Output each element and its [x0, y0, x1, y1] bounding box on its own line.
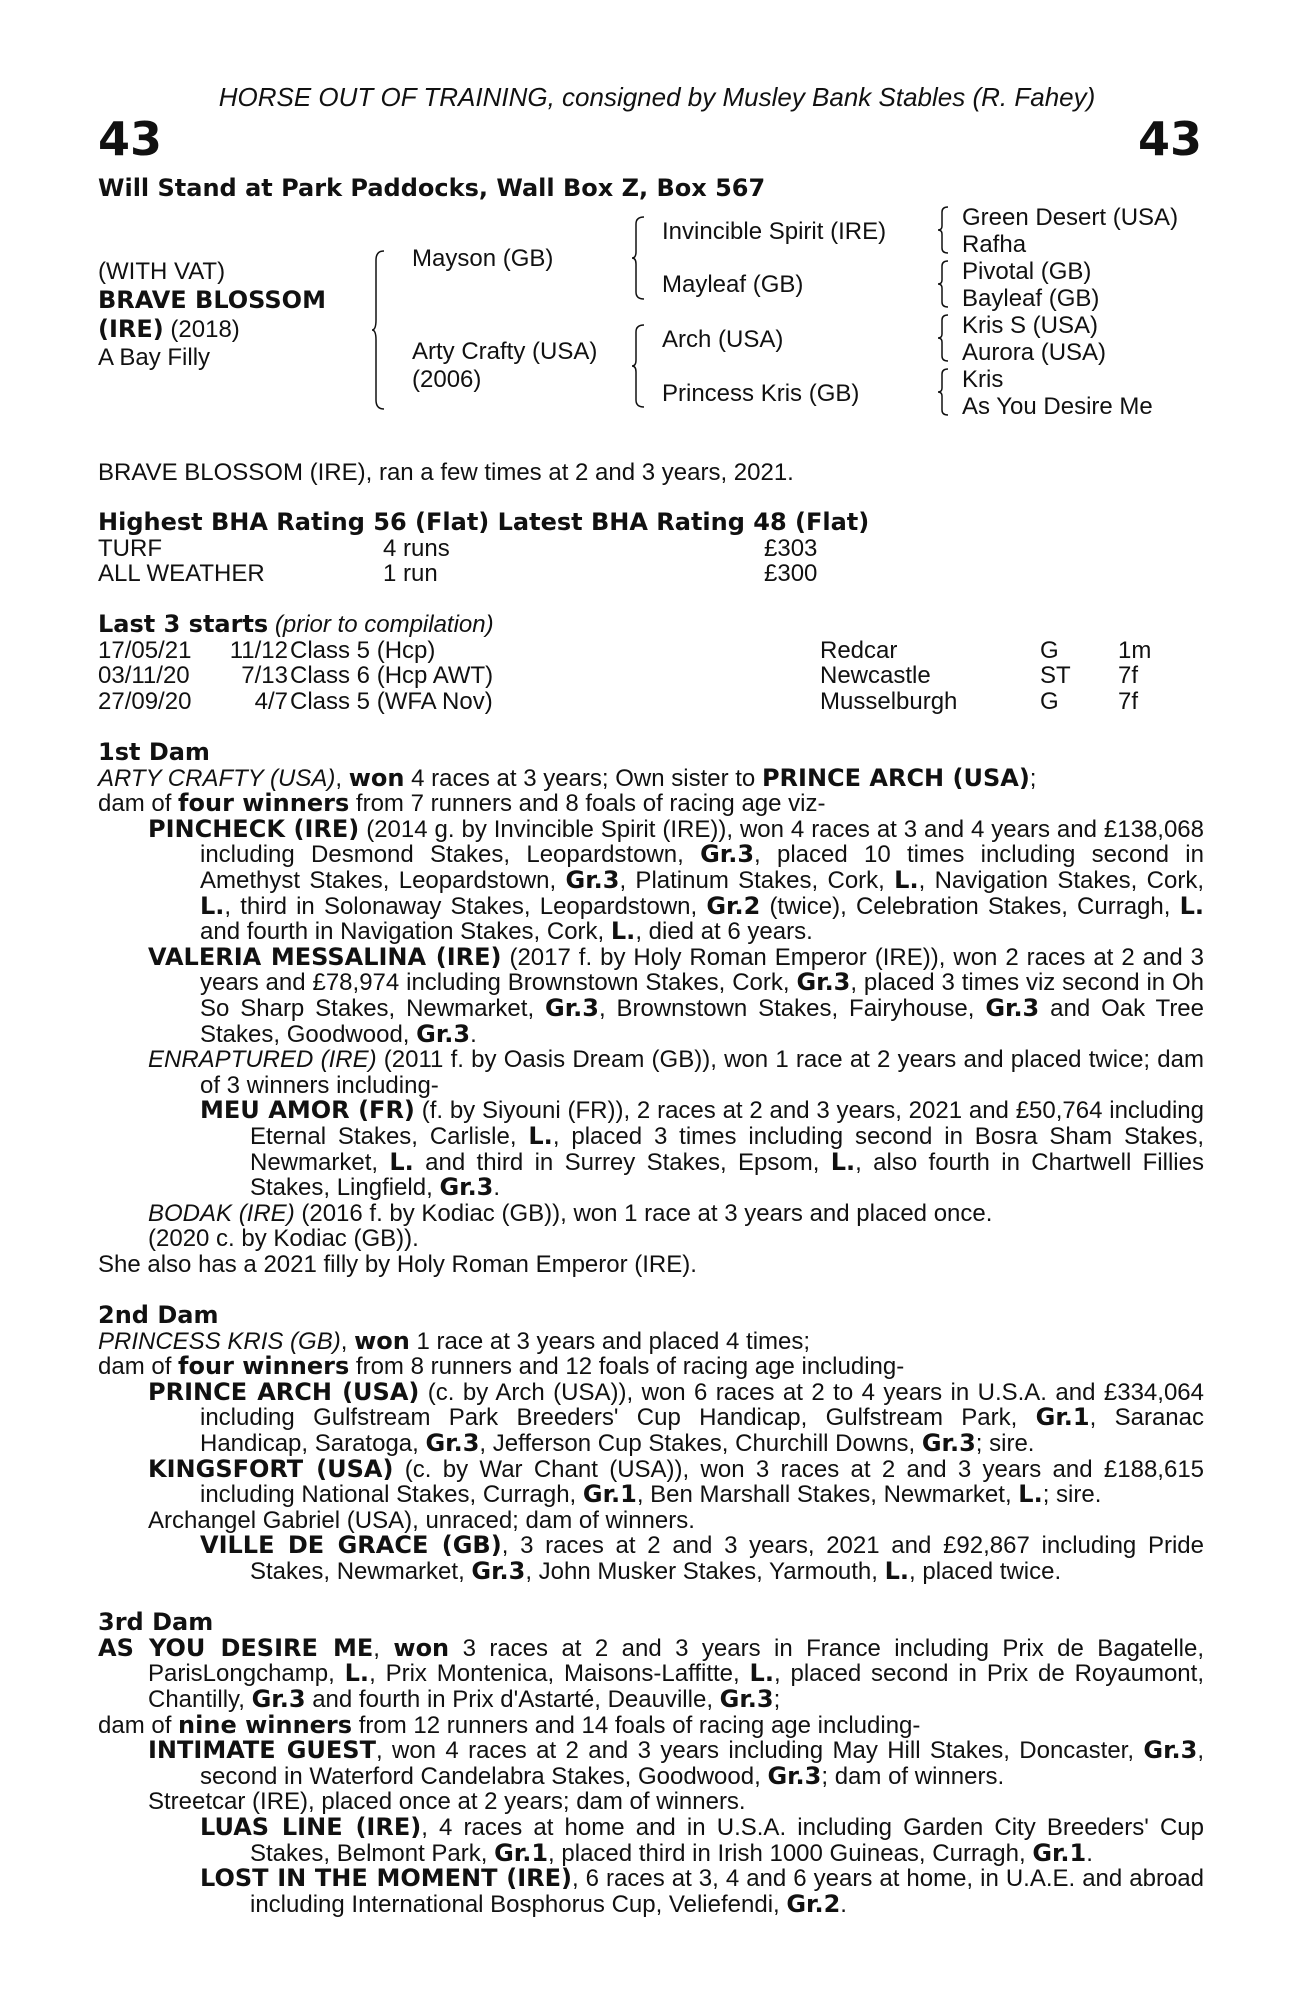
sire-sire: Invincible Spirit (IRE)	[662, 218, 887, 245]
horse-year: (2018)	[163, 316, 240, 343]
last-starts-section	[98, 612, 1208, 714]
gen3-5: Kris S (USA)	[962, 312, 1099, 339]
start-position: 4/7	[254, 687, 288, 715]
start-date: 17/05/21	[98, 636, 192, 664]
start-race: Class 6 (Hcp AWT)	[290, 662, 494, 689]
ratings-title: Highest BHA Rating 56 (Flat) Latest BHA Rating 48 (Flat)	[98, 508, 870, 536]
gen3-7: Kris	[962, 366, 1004, 393]
pedigree-brace-dam	[632, 324, 644, 408]
prize: £300	[764, 560, 818, 587]
dam-year: (2006)	[412, 366, 482, 393]
progeny-2020-colt: (2020 c. by Kodiac (GB)).	[148, 1225, 419, 1253]
family-section	[98, 740, 1204, 1917]
start-course: Newcastle	[820, 662, 931, 689]
progeny-streetcar: Streetcar (IRE), placed once at 2 years; dam of winners.	[148, 1788, 746, 1816]
start-going: G	[1040, 636, 1059, 664]
progeny-meu-amor: MEU AMOR (FR) (f. by Siyouni (FR)), 2 races at 2 and 3 years, 2021 and £50,764 including Eternal Stakes, Carlisle, L., placed 3 times including second in Bosra Sham Stakes, Newmarket, L. and third in Surrey Stakes, Epsom, L., also fourth in Chartwell Fillies Stakes, Lingfield, Gr.3.	[200, 1096, 1204, 1202]
gen3-1: Green Desert (USA)	[962, 204, 1179, 231]
start-date: 27/09/20	[98, 687, 192, 715]
surface: TURF	[98, 534, 162, 562]
progeny-pincheck: PINCHECK (IRE) (2014 g. by Invincible Spirit (IRE)), won 4 races at 3 and 4 years and £138,068 including Desmond Stakes, Leopardstown, Gr.3, placed 10 times including second in Amethyst Stakes, Leopardstown, Gr.3, Platinum Stakes, Cork, L., Navigation Stakes, Cork, L., third in Solonaway Stakes, Leopardstown, Gr.2 (twice), Celebration Stakes, Curragh, L. and fourth in Navigation Stakes, Cork, L., died at 6 years.	[148, 814, 1205, 946]
stand-location: Will Stand at Park Paddocks, Wall Box Z, Box 567	[98, 174, 766, 202]
pedigree-brace-g3-2	[938, 260, 950, 308]
sire: Mayson (GB)	[412, 245, 554, 272]
third-dam-record: AS YOU DESIRE ME, won 3 races at 2 and 3 years in France including Prix de Bagatelle, ParisLongchamp, L., Prix Montenica, Maisons-Laffitte, L., placed second in Prix de Royaumont, Chantilly, Gr.3 and fourth in Prix d'Astarté, Deauville, Gr.3;	[98, 1633, 1204, 1713]
gen3-2: Rafha	[962, 231, 1027, 258]
runs: 4 runs	[383, 534, 450, 562]
start-position: 7/13	[241, 662, 288, 689]
sire-dam: Mayleaf (GB)	[662, 271, 804, 298]
horse-name: BRAVE BLOSSOM	[98, 286, 326, 314]
start-race: Class 5 (Hcp)	[290, 636, 436, 664]
start-going: ST	[1040, 662, 1071, 689]
gen3-ancestors	[962, 204, 1178, 420]
start-distance: 7f	[1118, 687, 1139, 715]
second-dam-record: PRINCESS KRIS (GB), won 1 race at 3 years and placed 4 times;	[98, 1326, 811, 1355]
runs: 1 run	[383, 560, 438, 587]
start-distance: 1m	[1118, 636, 1152, 664]
last-starts-note: (prior to compilation)	[268, 611, 494, 638]
progeny-ville-de-grace: VILLE DE GRACE (GB), 3 races at 2 and 3 years, 2021 and £92,867 including Pride Stakes, Newmarket, Gr.3, John Musker Stakes, Yarmouth, L., placed twice.	[200, 1531, 1205, 1585]
pedigree-brace-g3-1	[938, 206, 950, 254]
ratings-row	[98, 536, 1208, 562]
progeny-2021-filly: She also has a 2021 filly by Holy Roman Emperor (IRE).	[98, 1250, 697, 1278]
progeny-valeria-messalina: VALERIA MESSALINA (IRE) (2017 f. by Holy Roman Emperor (IRE)), won 2 races at 2 and 3 years and £78,974 including Brownstown Stakes, Cork, Gr.3, placed 3 times viz second in Oh So Sharp Stakes, Newmarket, Gr.3, Brownstown Stakes, Fairyhouse, Gr.3 and Oak Tree Stakes, Goodwood, Gr.3.	[148, 942, 1205, 1048]
start-race: Class 5 (WFA Nov)	[290, 687, 493, 715]
second-dam-title: 2nd Dam	[98, 1301, 219, 1330]
progeny-prince-arch: PRINCE ARCH (USA) (c. by Arch (USA)), won 6 races at 2 to 4 years in U.S.A. and £334,064 including Gulfstream Park Breeders' Cup Handicap, Gulfstream Park, Gr.1, Saranac Handicap, Saratoga, Gr.3, Jefferson Cup Stakes, Churchill Downs, Gr.3; sire.	[148, 1377, 1204, 1458]
ratings-row	[98, 561, 1208, 587]
progeny-archangel-gabriel: Archangel Gabriel (USA), unraced; dam of winners.	[148, 1506, 695, 1534]
start-distance: 7f	[1118, 662, 1139, 689]
dam: Arty Crafty (USA)	[412, 338, 598, 365]
first-dam-record: ARTY CRAFTY (USA), won 4 races at 3 years; Own sister to PRINCE ARCH (USA);	[98, 763, 1037, 792]
progeny-bodak: BODAK (IRE) (2016 f. by Kodiac (GB)), won 1 race at 3 years and placed once.	[148, 1199, 993, 1227]
lot-number-right: 43	[1137, 112, 1202, 166]
dam-name: ARTY CRAFTY (USA)	[98, 764, 336, 792]
progeny-enraptured: ENRAPTURED (IRE) (2011 f. by Oasis Dream (GB)), won 1 race at 2 years and placed twice; dam of 3 winners including-	[148, 1046, 1204, 1099]
progeny-intimate-guest: INTIMATE GUEST, won 4 races at 2 and 3 years including May Hill Stakes, Doncaster, Gr.3, second in Waterford Candelabra Stakes, Goodwood, Gr.3; dam of winners.	[148, 1736, 1204, 1790]
gen3-4: Bayleaf (GB)	[962, 285, 1100, 312]
start-date: 03/11/20	[98, 662, 190, 689]
start-course: Redcar	[820, 636, 898, 664]
third-dam-title: 3rd Dam	[98, 1608, 214, 1637]
pedigree-brace-sire	[632, 216, 644, 300]
pedigree-brace-main	[372, 250, 384, 410]
start-position: 11/12	[229, 636, 288, 664]
first-dam-title: 1st Dam	[98, 738, 210, 766]
start-going: G	[1040, 687, 1059, 715]
dam-dam: Princess Kris (GB)	[662, 380, 860, 407]
consignor-header: HORSE OUT OF TRAINING, consigned by Musley Bank Stables (R. Fahey)	[218, 82, 1096, 112]
second-dam-produce: dam of four winners from 8 runners and 12 foals of racing age including-	[98, 1352, 905, 1381]
gen3-3: Pivotal (GB)	[962, 258, 1092, 285]
gen3-6: Aurora (USA)	[962, 339, 1107, 366]
ratings-section	[98, 510, 1208, 587]
horse-description: A Bay Filly	[98, 344, 211, 371]
progeny-kingsfort: KINGSFORT (USA) (c. by War Chant (USA)), won 3 races at 2 and 3 years and £188,615 including National Stakes, Curragh, Gr.1, Ben Marshall Stakes, Newmarket, L.; sire.	[148, 1454, 1205, 1509]
pedigree-brace-g3-4	[938, 368, 950, 416]
race-summary: BRAVE BLOSSOM (IRE), ran a few times at 2 and 3 years, 2021.	[98, 459, 794, 486]
pedigree-brace-g3-3	[938, 314, 950, 362]
last-starts-title: Last 3 starts	[98, 610, 269, 638]
progeny-lost-in-the-moment: LOST IN THE MOMENT (IRE), 6 races at 3, 4 and 6 years at home, in U.A.E. and abroad including International Bosphorus Cup, Veliefendi, Gr.2.	[200, 1864, 1205, 1918]
lot-number-left: 43	[98, 112, 163, 166]
start-row	[98, 689, 1208, 715]
dam-sire: Arch (USA)	[662, 326, 784, 353]
prize: £303	[764, 534, 818, 562]
surface: ALL WEATHER	[98, 560, 265, 587]
start-row	[98, 638, 1208, 664]
vat-note: (WITH VAT)	[98, 258, 226, 285]
horse-identity	[98, 258, 326, 372]
start-row	[98, 663, 1208, 689]
progeny-luas-line: LUAS LINE (IRE), 4 races at home and in U.S.A. including Garden City Breeders' Cup Stakes, Belmont Park, Gr.1, placed third in Irish 1000 Guineas, Curragh, Gr.1.	[200, 1812, 1205, 1867]
horse-name-suffix: (IRE)	[98, 315, 164, 343]
third-dam-produce: dam of nine winners from 12 runners and 14 foals of racing age including-	[98, 1710, 921, 1739]
start-course: Musselburgh	[820, 687, 958, 715]
first-dam-produce: dam of four winners from 7 runners and 8 foals of racing age viz-	[98, 789, 826, 818]
gen3-8: As You Desire Me	[962, 393, 1153, 420]
